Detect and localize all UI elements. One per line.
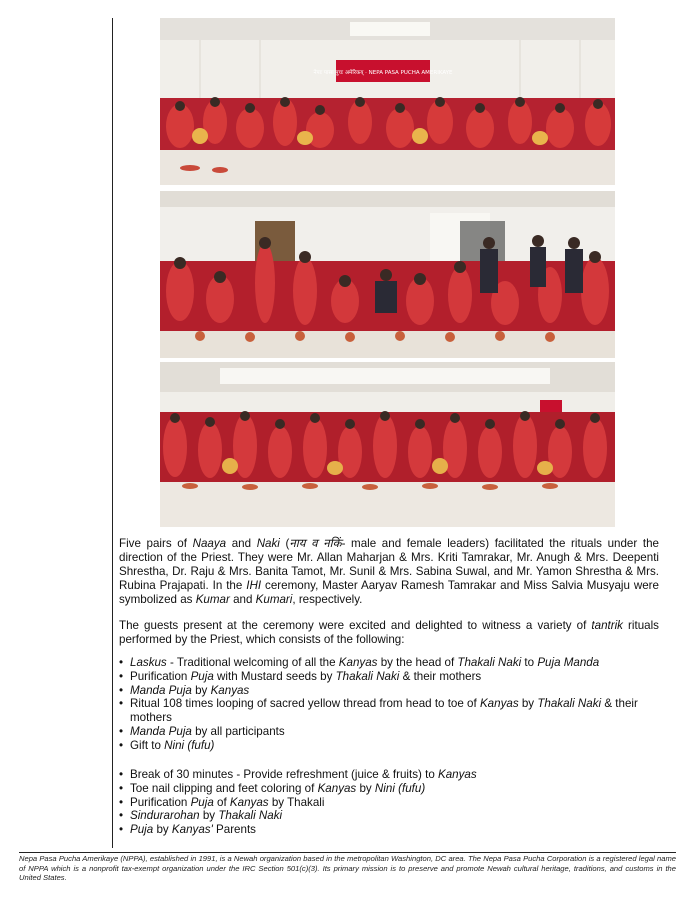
bullet-icon: • bbox=[119, 656, 124, 669]
text-run: and bbox=[226, 537, 257, 550]
bullet-icon: • bbox=[119, 795, 124, 809]
list-item: • Purification Puja of Kanyas by Thakali bbox=[119, 795, 325, 809]
footer-note: Nepa Pasa Pucha Amerikaye (NPPA), established in 1991, is a Newah organization based in the metropolitan Washington, DC area. The Nepa Pasa Pucha Corporation is a registered legal name of NPPA which is a nonprofit tax-exempt organization under the IRC Section 501(c)(3). Its primary mission is to preserve and promote Newah cultural heritage, traditions, and customs in the United States. bbox=[19, 854, 676, 882]
text-run: ( bbox=[279, 537, 290, 550]
list-item: • Ritual 108 times looping of sacred yellow thread from head to toe of Kanyas by Thakali Naki & their mothers bbox=[119, 697, 638, 725]
list-item: • Purification Puja with Mustard seeds by Thakali Naki & their mothers bbox=[119, 669, 482, 683]
list-item: • Puja by Kanyas' Parents bbox=[119, 823, 256, 837]
italic-term: Kumari bbox=[255, 593, 293, 606]
footer-divider bbox=[19, 852, 676, 853]
banner-text: नेपाः पासा पुचः अमेरिकय् · NEPA PASA PUCHA AMERIKAYE bbox=[313, 70, 453, 76]
italic-term: tantrik bbox=[591, 619, 623, 632]
text-run: and bbox=[229, 593, 256, 606]
list-item: • Sindurarohan by Thakali Naki bbox=[119, 809, 283, 823]
text-run: , respectively. bbox=[292, 593, 363, 606]
list-item: • Gift to Nini (fufu) bbox=[119, 738, 215, 752]
bullet-icon: • bbox=[119, 669, 124, 683]
list-item: • Laskus - Traditional welcoming of all the Kanyas by the head of Thakali Naki to Puja Manda bbox=[119, 656, 600, 669]
rituals-list-1 bbox=[119, 656, 664, 753]
italic-term: Naaya bbox=[192, 537, 227, 550]
italic-term: Kumar bbox=[195, 593, 230, 606]
ceremony-photo-1 bbox=[160, 18, 615, 185]
left-margin-rule bbox=[112, 18, 113, 848]
text-run: ceremony, Master Aaryav Ramesh Tamrakar and Miss Salvia Musyaju were symbolized as bbox=[119, 579, 659, 606]
ceremony-photo-2 bbox=[160, 191, 615, 358]
text-run: - male and female leaders) facilitated the rituals under the direction of the Priest. They were Mr. Allan Maharjan & Mrs. Kriti Tamrakar, Mr. Anugh & Mrs. Deepenti Shrestha, Dr. Raju & Mrs. Banita Tamot, Mr. Sunil & Mrs. Sabina Suwal, and Mr. Yamon Shrestha & Mrs. Rubina Prajapati. In the bbox=[119, 537, 659, 592]
list-item: • Manda Puja by all participants bbox=[119, 724, 285, 738]
list-item: • Break of 30 minutes - Provide refreshment (juice & fruits) to Kanyas bbox=[119, 768, 477, 781]
bullet-icon: • bbox=[119, 697, 124, 711]
bullet-icon: • bbox=[119, 724, 124, 738]
text-run: Five pairs of bbox=[119, 537, 193, 550]
text-run: rituals performed by the Priest, which consists of the following: bbox=[119, 619, 659, 646]
bullet-icon: • bbox=[119, 809, 124, 823]
bullet-icon: • bbox=[119, 738, 124, 752]
bullet-icon: • bbox=[119, 683, 124, 697]
bullet-icon: • bbox=[119, 781, 124, 795]
rituals-list-2 bbox=[119, 768, 664, 837]
ceremony-photo-3 bbox=[160, 362, 615, 527]
rituals-intro-paragraph bbox=[119, 619, 659, 647]
italic-term: IHI bbox=[246, 579, 262, 592]
bullet-icon: • bbox=[119, 823, 124, 837]
italic-term: नाय व नकिं bbox=[289, 537, 342, 550]
list-item: • Manda Puja by Kanyas bbox=[119, 683, 250, 697]
bullet-icon: • bbox=[119, 768, 124, 781]
text-run: The guests present at the ceremony were excited and delighted to witness a variety of bbox=[119, 619, 592, 632]
leaders-paragraph bbox=[119, 537, 659, 607]
list-item: • Toe nail clipping and feet coloring of Kanyas by Nini (fufu) bbox=[119, 781, 426, 795]
italic-term: Naki bbox=[256, 537, 280, 550]
